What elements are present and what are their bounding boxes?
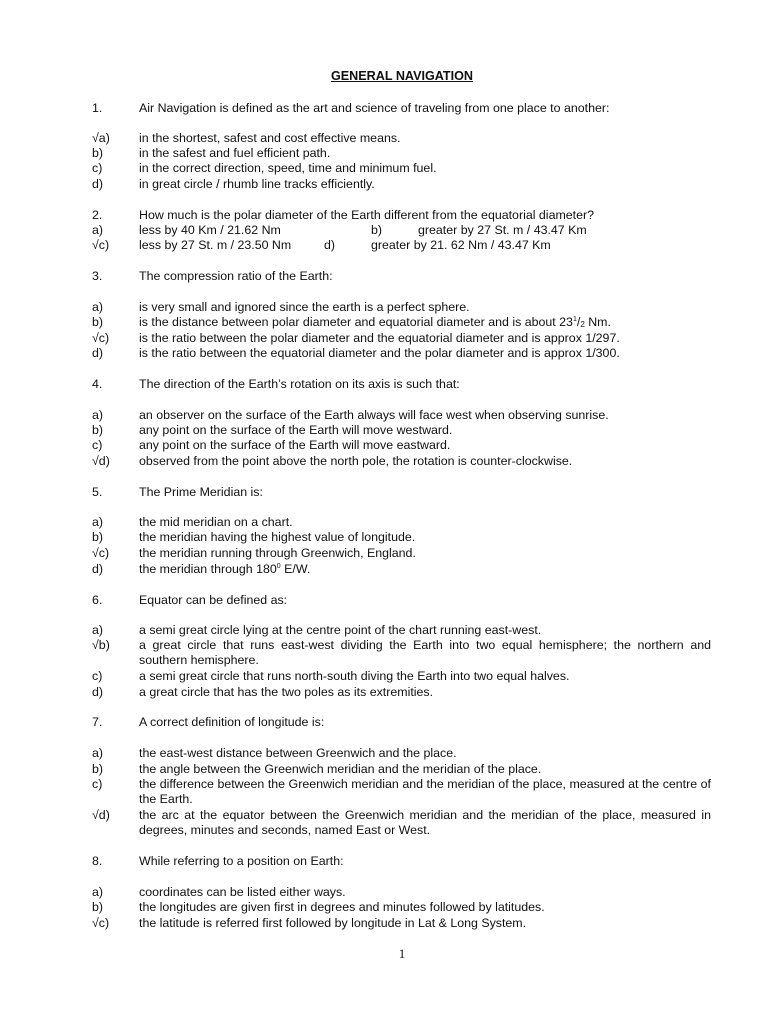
option-text: greater by 27 St. m / 43.47 Km bbox=[418, 223, 587, 237]
option-label: c) bbox=[92, 438, 103, 452]
question-text: The Prime Meridian is: bbox=[139, 485, 263, 499]
option-label: b) bbox=[92, 146, 104, 160]
fraction-denominator: 2 bbox=[580, 320, 585, 329]
option-text: in great circle / rhumb line tracks efficiently. bbox=[139, 177, 375, 191]
option-text: the angle between the Greenwich meridian and the meridian of the place. bbox=[139, 762, 542, 776]
question-number: 7. bbox=[92, 715, 103, 729]
option-label: √b) bbox=[92, 638, 110, 652]
page-title: GENERAL NAVIGATION bbox=[330, 69, 474, 83]
option-label: a) bbox=[92, 623, 104, 637]
option-text: is the ratio between the polar diameter and the equatorial diameter and is approx 1/297. bbox=[139, 331, 620, 345]
option-text: any point on the surface of the Earth will move westward. bbox=[139, 423, 453, 437]
option-label: d) bbox=[324, 238, 336, 252]
option-label: d) bbox=[92, 177, 104, 191]
option-label: √d) bbox=[92, 808, 110, 822]
option-text: less by 40 Km / 21.62 Nm bbox=[139, 223, 281, 237]
option-label: a) bbox=[92, 300, 104, 314]
question-number: 2. bbox=[92, 208, 103, 222]
question-number: 5. bbox=[92, 485, 103, 499]
option-text: any point on the surface of the Earth will move eastward. bbox=[139, 438, 451, 452]
option-text: the longitudes are given first in degrees and minutes followed by latitudes. bbox=[139, 900, 545, 914]
option-text: the meridian running through Greenwich, England. bbox=[139, 546, 416, 560]
option-label: b) bbox=[92, 530, 104, 544]
option-text: is very small and ignored since the earth is a perfect sphere. bbox=[139, 300, 470, 314]
option-label: √c) bbox=[92, 331, 110, 345]
question-text: How much is the polar diameter of the Earth different from the equatorial diameter? bbox=[139, 208, 595, 222]
option-label: b) bbox=[92, 762, 104, 776]
option-text: the arc at the equator between the Greenwich meridian and the meridian of the place, measured in degrees, minutes and seconds, named East or West. bbox=[139, 808, 711, 838]
page-number: 1 bbox=[398, 946, 406, 961]
option-label: a) bbox=[92, 885, 104, 899]
question-text: The compression ratio of the Earth: bbox=[139, 269, 333, 283]
option-label: d) bbox=[92, 562, 104, 576]
question-text: Equator can be defined as: bbox=[139, 593, 288, 607]
option-text-main: the meridian through 180 bbox=[139, 562, 277, 576]
option-text: a great circle that runs east-west dividing the Earth into two equal hemisphere; the northern and southern hemisphere. bbox=[139, 638, 711, 668]
question-text: The direction of the Earth’s rotation on its axis is such that: bbox=[139, 377, 460, 391]
option-text: in the shortest, safest and cost effective means. bbox=[139, 131, 401, 145]
option-text: greater by 21. 62 Nm / 43.47 Km bbox=[371, 238, 551, 252]
option-label: b) bbox=[92, 900, 104, 914]
option-label: a) bbox=[92, 408, 104, 422]
option-text-main: is the distance between polar diameter and equatorial diameter and is about 23 bbox=[139, 315, 573, 329]
option-text: the mid meridian on a chart. bbox=[139, 515, 293, 529]
option-text: observed from the point above the north pole, the rotation is counter-clockwise. bbox=[139, 454, 573, 468]
option-label: a) bbox=[92, 515, 104, 529]
question-text: Air Navigation is defined as the art and science of traveling from one place to another: bbox=[139, 101, 610, 115]
option-label: d) bbox=[92, 346, 104, 360]
option-label: b) bbox=[371, 223, 383, 237]
option-label: √c) bbox=[92, 916, 110, 930]
option-text: a semi great circle lying at the centre point of the chart running east-west. bbox=[139, 623, 542, 637]
question-number: 4. bbox=[92, 377, 103, 391]
option-text-suffix: Nm. bbox=[584, 315, 611, 329]
fraction-slash: / bbox=[576, 315, 581, 329]
option-text: is the ratio between the equatorial diameter and the polar diameter and is approx 1/300. bbox=[139, 346, 620, 360]
option-text: the latitude is referred first followed by longitude in Lat & Long System. bbox=[139, 916, 527, 930]
option-text: a semi great circle that runs north-south diving the Earth into two equal halves. bbox=[139, 669, 570, 683]
question-number: 6. bbox=[92, 593, 103, 607]
option-text-suffix: E/W. bbox=[280, 562, 311, 576]
option-text bbox=[139, 315, 611, 330]
option-label: b) bbox=[92, 315, 104, 329]
option-label: √c) bbox=[92, 546, 110, 560]
fraction-numerator: 1 bbox=[572, 316, 577, 323]
question-number: 1. bbox=[92, 101, 103, 115]
question-text: While referring to a position on Earth: bbox=[139, 854, 344, 868]
option-text: coordinates can be listed either ways. bbox=[139, 885, 346, 899]
question-number: 3. bbox=[92, 269, 103, 283]
option-text: the east-west distance between Greenwich and the place. bbox=[139, 746, 457, 760]
option-label: c) bbox=[92, 777, 103, 791]
option-text: the meridian having the highest value of longitude. bbox=[139, 530, 416, 544]
option-label: d) bbox=[92, 685, 104, 699]
option-text: in the correct direction, speed, time and minimum fuel. bbox=[139, 161, 437, 175]
question-number: 8. bbox=[92, 854, 103, 868]
option-text: in the safest and fuel efficient path. bbox=[139, 146, 331, 160]
option-text: less by 27 St. m / 23.50 Nm bbox=[139, 238, 292, 252]
option-label: √c) bbox=[92, 238, 110, 252]
option-text bbox=[139, 562, 310, 577]
option-label: a) bbox=[92, 223, 104, 237]
option-text: a great circle that has the two poles as its extremities. bbox=[139, 685, 434, 699]
option-label: c) bbox=[92, 669, 103, 683]
option-label: a) bbox=[92, 746, 104, 760]
option-label: b) bbox=[92, 423, 104, 437]
question-text: A correct definition of longitude is: bbox=[139, 715, 325, 729]
option-label: √d) bbox=[92, 454, 110, 468]
degree-superscript: 0 bbox=[276, 563, 281, 570]
option-label: c) bbox=[92, 161, 103, 175]
option-text: the difference between the Greenwich meridian and the meridian of the place, measured at the centre of the Earth. bbox=[139, 777, 711, 807]
option-label: √a) bbox=[92, 131, 110, 145]
option-text: an observer on the surface of the Earth always will face west when observing sunrise. bbox=[139, 408, 609, 422]
